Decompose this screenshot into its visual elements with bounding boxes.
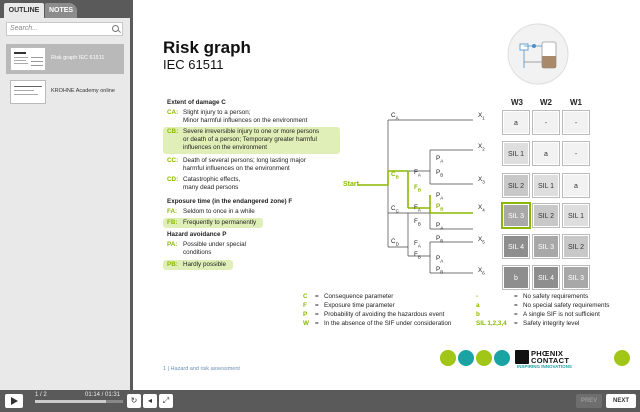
x-sub: 5: [482, 239, 485, 245]
node-sub: C: [395, 208, 399, 214]
col-w1: W1: [570, 98, 582, 107]
legend-row: [476, 311, 600, 319]
speaker-icon: ◂: [147, 396, 152, 405]
node-fb: [414, 184, 421, 194]
progress-bar[interactable]: [35, 400, 123, 403]
node-sub: D: [395, 241, 399, 247]
outline-panel: [0, 0, 130, 390]
legend-text: A single SIF is not sufficient: [523, 311, 600, 318]
node-letter: C: [391, 238, 396, 245]
node-sub: A: [417, 207, 421, 213]
x-letter: X: [478, 236, 483, 243]
search-icon: [112, 25, 119, 32]
fb-code: FB:: [167, 219, 178, 226]
node-sub: B: [440, 206, 444, 212]
col-w2: W2: [540, 98, 552, 107]
legend-row: [303, 302, 395, 310]
legend-text: Consequence parameter: [324, 293, 394, 300]
sil-cell: SIL 3: [563, 266, 589, 289]
legend-text: Probability of avoiding the hazardous event: [324, 311, 445, 318]
pa-code: PA:: [167, 241, 178, 248]
cc-line1: Death of several persons; long lasting major: [183, 157, 306, 164]
node-sub: B: [395, 174, 399, 180]
node-letter: P: [436, 155, 441, 162]
fa-text: Seldom to once in a while: [183, 208, 255, 215]
x-sub: 3: [482, 179, 485, 185]
next-button[interactable]: NEXT: [606, 394, 636, 408]
slide-thumbnail: [10, 80, 46, 104]
sil-cell: -: [563, 142, 589, 165]
cc-line2: harmful influences on the environment: [183, 165, 290, 172]
pa-line2: conditions: [183, 249, 212, 256]
legend-code: C: [303, 293, 308, 300]
outline-item-risk-graph[interactable]: [6, 44, 124, 74]
sil-cell: SIL 3: [503, 204, 529, 227]
tab-notes[interactable]: NOTES: [45, 3, 77, 18]
x-sub: 2: [482, 146, 485, 152]
fullscreen-button[interactable]: [159, 394, 173, 408]
node-pb-2: [436, 203, 443, 213]
node-fb-2: [414, 218, 421, 228]
node-letter: P: [436, 169, 441, 176]
node-sub: A: [440, 258, 444, 264]
legend-text: Safety integrity level: [523, 320, 580, 327]
extent-heading: Extent of damage C: [167, 99, 226, 106]
risk-graph: [338, 92, 638, 292]
cc-code: CC:: [167, 157, 179, 164]
sil-cell: a: [533, 142, 559, 165]
fa-code: FA:: [167, 208, 178, 215]
tab-outline[interactable]: OUTLINE: [4, 3, 44, 18]
node-sub: B: [440, 238, 444, 244]
legend-equals: =: [514, 311, 518, 318]
x-sub: 6: [482, 270, 485, 276]
legend-code: b: [476, 311, 480, 318]
hazard-heading: Hazard avoidance P: [167, 231, 227, 238]
node-letter: C: [391, 205, 396, 212]
node-letter: F: [414, 204, 418, 211]
cb-code: CB:: [167, 128, 179, 135]
node-letter: P: [436, 203, 441, 210]
sil-cell: SIL 4: [503, 235, 529, 258]
node-cb: [391, 171, 399, 181]
sil-cell: SIL 1: [503, 142, 529, 165]
node-sub: A: [440, 158, 444, 164]
node-pb-4: [436, 266, 443, 276]
x-sub: 4: [482, 207, 485, 213]
logo-tagline: INSPIRING INNOVATIONS: [517, 364, 572, 369]
node-fa-3: [414, 240, 421, 250]
sil-cell: -: [563, 111, 589, 134]
node-pa-4: [436, 255, 443, 265]
pa-line1: Possible under special: [183, 241, 247, 248]
node-ca: [391, 112, 399, 122]
sil-cell: a: [503, 111, 529, 134]
node-sub: B: [417, 187, 422, 193]
x-label: [478, 143, 485, 153]
slide-canvas: [133, 0, 640, 390]
progress-fill: [35, 400, 106, 403]
node-letter: F: [414, 251, 418, 258]
node-letter: P: [436, 222, 441, 229]
sil-cell: SIL 2: [503, 174, 529, 197]
sil-cell: SIL 4: [533, 266, 559, 289]
legend-text: No special safety requirements: [523, 302, 610, 309]
legend-code: P: [303, 311, 308, 318]
legend-row: [476, 320, 579, 328]
slide-title: Risk graph: [163, 38, 251, 57]
node-letter: P: [436, 266, 441, 273]
x-label: [478, 204, 485, 214]
outline-item-krohne[interactable]: [6, 77, 124, 107]
node-sub: A: [440, 195, 444, 201]
legend-row: [303, 320, 451, 328]
sil-cell: a: [563, 174, 589, 197]
node-cc: [391, 205, 399, 215]
node-fa-2: [414, 204, 421, 214]
x-letter: X: [478, 143, 483, 150]
cd-line2: many dead persons: [183, 184, 239, 191]
legend-row: [476, 293, 588, 301]
fullscreen-icon: ⤢: [162, 396, 170, 405]
node-pa-1: [436, 155, 443, 165]
x-letter: X: [478, 176, 483, 183]
node-fb-3: [414, 251, 421, 261]
x-sub: 1: [482, 115, 485, 121]
sil-cell: b: [503, 266, 529, 289]
logo-icon: [515, 350, 529, 364]
node-letter: F: [414, 169, 418, 176]
node-pa-3: [436, 222, 443, 232]
node-cd: [391, 238, 399, 248]
start-label: Start: [343, 181, 359, 188]
legend-text: No safety requirements: [523, 293, 589, 300]
node-pb-1: [436, 169, 443, 179]
x-label: [478, 236, 485, 246]
legend-code: SIL 1,2,3,4: [476, 320, 507, 327]
sil-cell: SIL 2: [563, 235, 589, 258]
cd-line1: Catastrophic effects,: [183, 176, 241, 183]
play-button[interactable]: [5, 394, 23, 408]
legend-row: [476, 302, 609, 310]
pb-code: PB:: [167, 261, 178, 268]
fb-text: Frequently to permanently: [183, 219, 257, 226]
legend-equals: =: [514, 320, 518, 327]
node-sub: A: [417, 172, 421, 178]
node-sub: B: [440, 172, 444, 178]
x-label: [478, 267, 485, 277]
node-letter: P: [436, 192, 441, 199]
legend-equals: =: [315, 311, 319, 318]
legend-code: a: [476, 302, 480, 309]
node-letter: P: [436, 235, 441, 242]
search-input[interactable]: [6, 22, 123, 36]
page-counter: 1 / 2: [35, 392, 47, 398]
replay-button[interactable]: [127, 394, 141, 408]
cb-line3: influences on the environment: [183, 144, 268, 151]
ca-code: CA:: [167, 109, 179, 116]
x-letter: X: [478, 112, 483, 119]
exposure-heading: Exposure time (in the endangered zone) F: [167, 198, 293, 205]
x-letter: X: [478, 267, 483, 274]
slide-subtitle: IEC 61511: [163, 57, 224, 72]
player-controls: [0, 390, 640, 412]
sil-cell: SIL 2: [533, 204, 559, 227]
logo-line1: PHŒNIX: [531, 349, 564, 358]
node-sub: A: [395, 115, 399, 121]
replay-icon: ↻: [130, 396, 138, 405]
legend-equals: =: [315, 320, 319, 327]
node-sub: B: [417, 221, 421, 227]
ca-line1: Slight injury to a person;: [183, 109, 251, 116]
x-letter: X: [478, 204, 483, 211]
node-fa: [414, 169, 421, 179]
legend-text: Exposure time parameter: [324, 302, 395, 309]
x-label: [478, 176, 485, 186]
cb-line1: Severe irreversible injury to one or more persons: [183, 128, 320, 135]
node-sub: A: [417, 243, 421, 249]
legend-equals: =: [514, 302, 518, 309]
legend-row: [303, 293, 393, 301]
sil-cell: SIL 1: [533, 174, 559, 197]
outline-item-label: KROHNE Academy online: [51, 88, 115, 94]
search-placeholder: Search...: [10, 25, 39, 32]
legend-code: F: [303, 302, 307, 309]
volume-button[interactable]: [143, 394, 157, 408]
slide-thumbnail: [10, 47, 46, 71]
legend-row: [303, 311, 444, 319]
node-pa-2: [436, 192, 443, 202]
legend-code: W: [303, 320, 309, 327]
process-plant-illustration: [506, 22, 570, 86]
sil-cell: SIL 1: [563, 204, 589, 227]
node-sub: B: [440, 269, 444, 275]
legend-equals: =: [315, 302, 319, 309]
logo-line2: CONTACT: [531, 356, 570, 365]
col-w3: W3: [511, 98, 523, 107]
x-label: [478, 112, 485, 122]
node-letter: F: [414, 240, 418, 247]
sil-cell: SIL 3: [533, 235, 559, 258]
play-icon: [10, 397, 18, 405]
sil-cell: -: [533, 111, 559, 134]
outline-item-label: Risk graph IEC 61511: [51, 55, 105, 61]
legend-equals: =: [514, 293, 518, 300]
phoenix-contact-logo: [515, 349, 613, 369]
time-counter: 01:14 / 01:31: [85, 392, 121, 398]
legend-equals: =: [315, 293, 319, 300]
legend-text: In the absence of the SIF under consideration: [324, 320, 452, 327]
node-letter: F: [414, 218, 418, 225]
cb-line2: or death of a person; Temporary greater harmful: [183, 136, 317, 143]
slide-footer: 1 | Hazard and risk assessment: [163, 366, 240, 372]
node-letter: C: [391, 171, 396, 178]
node-letter: P: [436, 255, 441, 262]
cd-code: CD:: [167, 176, 179, 183]
node-sub: A: [440, 225, 444, 231]
node-pb-3: [436, 235, 443, 245]
prev-button[interactable]: PREV: [576, 394, 602, 408]
node-letter: C: [391, 112, 396, 119]
panel-tabs: [0, 0, 130, 18]
ca-line2: Minor harmful influences on the environment: [183, 117, 308, 124]
legend-code: -: [476, 293, 479, 300]
node-letter: F: [414, 184, 418, 191]
node-sub: B: [417, 254, 421, 260]
pb-text: Hardly possible: [183, 261, 227, 268]
